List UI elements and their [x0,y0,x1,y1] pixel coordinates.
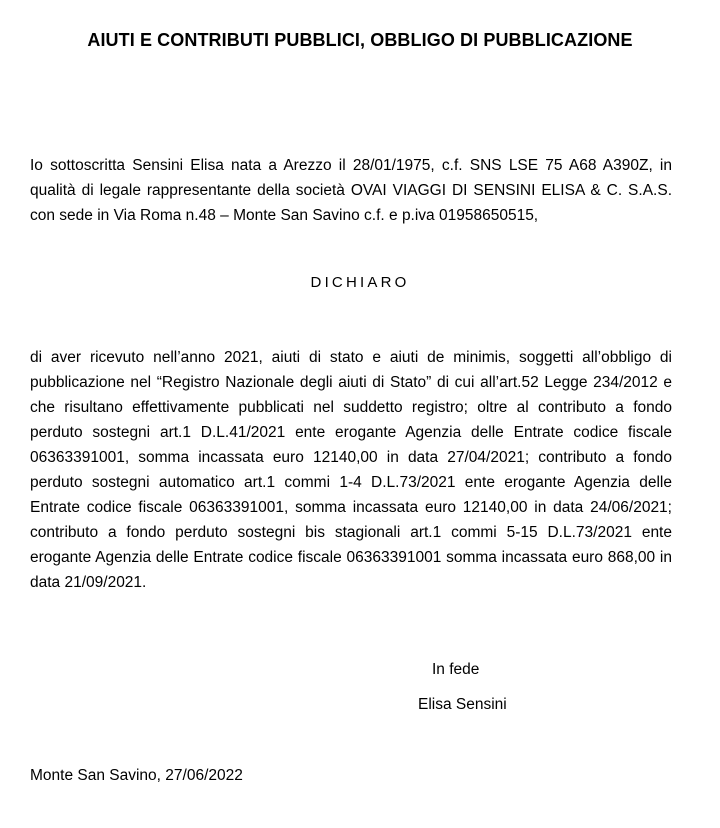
declaration-heading: DICHIARO [310,274,410,291]
intro-paragraph: Io sottoscritta Sensini Elisa nata a Arezzo il 28/01/1975, c.f. SNS LSE 75 A68 A390Z, in qualità di legale rappresentante della società OVAI VIAGGI DI SENSINI ELISA & C. S.A.S. con sede in Via Roma n.48 – Monte San Savino c.f. e p.iva 01958650515, [30,157,672,224]
place-and-date: Monte San Savino, 27/06/2022 [30,767,243,784]
signer-name: Elisa Sensini [418,696,507,713]
declaration-body: di aver ricevuto nell’anno 2021, aiuti di stato e aiuti de minimis, soggetti all’obbligo di pubblicazione nel “Registro Nazionale degli aiuti di Stato” di cui all’art.52 Legge 234/2012 e che risultano effettivamente pubblicati nel suddetto registro; oltre al contributo a fondo perduto sostegni art.1 D.L.41/2021 ente erogante Agenzia delle Entrate codice fiscale 06363391001, somma incassata euro 12140,00 in data 27/04/2021; contributo a fondo perduto sostegni automatico art.1 commi 1-4 D.L.73/2021 ente erogante Agenzia delle Entrate codice fiscale 06363391001, somma incassata euro 12140,00 in data 24/06/2021; contributo a fondo perduto sostegni bis stagionali art.1 commi 5-15 D.L.73/2021 ente erogante Agenzia delle Entrate codice fiscale 06363391001 somma incassata euro 868,00 in data 21/09/2021. [30,349,672,591]
closing-salutation: In fede [432,661,480,678]
document-title: AIUTI E CONTRIBUTI PUBBLICI, OBBLIGO DI PUBBLICAZIONE [87,30,633,50]
